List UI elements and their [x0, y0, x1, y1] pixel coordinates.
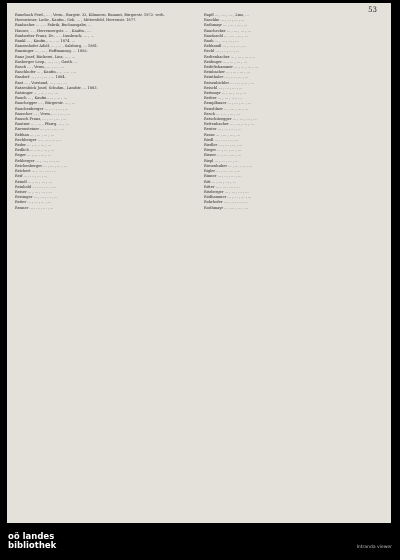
directory-entry: Redtenbacher ... , ... , ... , ...: [204, 54, 255, 59]
directory-entry: Ranz Josef, Bäckerei, Linz, ... , ...: [15, 54, 76, 59]
viewer-footer: [0, 523, 400, 560]
directory-entry: Reuter ... , ... , ... , ...: [204, 127, 242, 132]
directory-entry: Redlich ... , ... , ... , ...: [15, 148, 54, 153]
directory-entry: Ranebach Ferd., ... , Verm., Burgstr. 32, Kilmnern, Bauamt, Bürgerstr. 1872. verh.: [15, 13, 165, 17]
directory-entry: Reifeltshammer ... , ... , ... , ...: [204, 65, 259, 70]
directory-entry: Renner ... , ... , ... , ...: [15, 205, 54, 210]
directory-entry: Ritt ... , ... , ... , ...: [204, 179, 236, 184]
directory-entry: Reidinger ... , ... , ... , ...: [204, 59, 248, 64]
directory-entry: Rechberger ... , ... , ... , ...: [15, 137, 62, 142]
directory-entry: Rechl ... , ... , ... , ...: [204, 49, 240, 54]
directory-entry: Rettenbacher ... , ... , ... , ...: [204, 122, 254, 127]
directory-entry: Raschhofer ... , Kaufm., ... , ... , ...: [15, 70, 77, 75]
directory-entry: Reitmayr ... , ... , ... , ...: [204, 91, 246, 96]
directory-entry: Rauscher ... , Verm., ... , ... , ...: [15, 111, 71, 116]
directory-entry: Reisinger ... , ... , ... , ...: [15, 195, 58, 200]
right-column: [204, 13, 383, 211]
directory-entry: Roithmayr ... , ... , ... , ...: [204, 205, 249, 210]
directory-entry: Remplbauer ... , ... , ... , ...: [204, 101, 252, 106]
directory-entry: Rezac ... , ... , ... , ...: [204, 132, 241, 137]
directory-entry: Rödhammer ... , ... , ... , ...: [204, 195, 252, 200]
directory-entry: Ranbarber Franz, Dr., ... , Innsbruck, ... , ...: [15, 33, 95, 38]
directory-entry: Raschke ... , ... , ... , ...: [204, 18, 245, 23]
directory-entry: Rebhan ... , ... , ... , ...: [15, 132, 55, 137]
directory-entry: Ratzinger ... , ... , ... , ...: [15, 91, 59, 96]
directory-entry: Reif ... , ... , ... , ...: [15, 174, 48, 179]
directory-entry: Ratzenböck Josef, Schuhm., Landstr. ... 1883.: [15, 85, 98, 90]
directory-entry: Reindl ... , ... , ... , ...: [15, 179, 52, 184]
directory-entry: Ritzberger ... , ... , ... , ...: [204, 189, 249, 194]
directory-entry: Rebhandl ... , ... , ... , ...: [204, 44, 247, 49]
directory-entry: Rausch Franz, ... , ... , ... , ...: [15, 117, 67, 122]
directory-entry: Rankl ... , Kaufm., ... , ... 1874. ...: [15, 39, 76, 44]
directory-entry: Ritter ... , ... , ... , ...: [204, 184, 240, 189]
directory-entry: Rauch ... , Kaufm., ... , ... , ...: [15, 96, 68, 101]
directory-entry: Ravensteiner ... , ... , ... , ...: [15, 127, 65, 132]
directory-entry: Rasberger Leop., ... , ... , Gasth. ...: [15, 59, 78, 64]
directory-entry: Rinner ... , ... , ... , ...: [204, 174, 242, 179]
directory-entry: Riedler ... , ... , ... , ...: [204, 143, 243, 148]
library-logo[interactable]: [8, 533, 56, 551]
directory-entry: Reitter ... , ... , ... , ...: [204, 96, 242, 101]
viewer-label[interactable]: Intranda viewer: [356, 545, 392, 550]
directory-entry: Rapfl ... , ... , ... , Linz, ...: [204, 13, 249, 17]
directory-entry: Rohrhofer ... , ... , ... , ...: [204, 200, 248, 205]
directory-entry: Rathmayr ... , ... , ... , ...: [204, 23, 248, 28]
directory-entry: Ranzenhofer Adolf, ... , ... , Salzburg, ... 1881.: [15, 44, 99, 49]
directory-entry: Hoenwieser, Ludw., Kaufm., Geb. ... , Mittersfeld, Herrenstr. 1877.: [15, 18, 137, 23]
directory-entry: Rasch ... , Verm., ... , ... , ...: [15, 65, 65, 70]
directory-entry: Reder ... , ... , ... , ...: [15, 143, 52, 148]
directory-entry: Reischl ... , ... , ... , ...: [204, 85, 243, 90]
directory-entry: Rauchenberger ... , ... , ... , ...: [15, 106, 69, 111]
directory-entry: Riedl ... , ... , ... , ...: [204, 137, 239, 142]
directory-entry: Retschitzegger ... , ... , ... , ...: [204, 117, 257, 122]
directory-entry: Raudaschl ... , ... , ... , ...: [204, 33, 249, 38]
directory-entry: Riener ... , ... , ... , ...: [204, 153, 242, 158]
directory-entry: Reger ... , ... , ... , ...: [15, 153, 52, 158]
directory-entry: Reiter ... , ... , ... , ...: [15, 200, 52, 205]
logo-line-1: oö landes: [8, 532, 55, 542]
directory-entry: Reinthaler ... , ... , ... , ...: [204, 75, 249, 80]
page-number: 53: [368, 6, 377, 14]
directory-entry: Rigler ... , ... , ... , ...: [204, 169, 241, 174]
directory-entry: Riepl ... , ... , ... , ...: [204, 158, 239, 163]
directory-entry: Ranbacher ... , ... Fabrik, Buchausgabe, ...: [15, 23, 92, 28]
directory-entry: Reinhold ... , ... , ... , ...: [15, 184, 57, 189]
directory-entry: Reinbacher ... , ... , ... , ...: [204, 70, 251, 75]
directory-entry: Reiser ... , ... , ... , ...: [15, 189, 52, 194]
scanned-page: [7, 3, 391, 523]
logo-line-2: bibliothek: [8, 541, 57, 551]
directory-entry: Reichert ... , ... , ... , ...: [15, 169, 56, 174]
directory-entry: Reichenberger ... , ... , ... , ...: [15, 163, 68, 168]
directory-entry: Rautner ... , ... , Pfarrg. ... , ...: [15, 122, 69, 127]
directory-entry: Hauser, ... , Herrensergstr. ... , Kaufm., ...: [15, 28, 91, 33]
directory-entry: Rast ... , Vorstand, ... , ... , ...: [15, 80, 67, 85]
directory-entry: Resch ... , ... , ... , ...: [204, 111, 241, 116]
directory-entry: Rauh ... , ... , ... , ...: [204, 39, 239, 44]
directory-entry: Riesenhuber ... , ... , ... , ...: [204, 163, 253, 168]
directory-entry: Rehberger ... , ... , ... , ...: [15, 158, 60, 163]
left-column: [15, 13, 194, 211]
directory-entry: Rauchecker ... , ... , ... , ...: [204, 28, 251, 33]
directory-entry: Rauchegger ... , Bürgerstr. ... , ...: [15, 101, 76, 106]
directory-entry: Rasdorf ... , ... , ... , ... 1884.: [15, 75, 66, 80]
directory-entry: Ranzinger ... , ... , Hoffmannsg. ... 1882.: [15, 49, 88, 54]
directory-entry: Renoldner ... , ... , ... , ...: [204, 106, 249, 111]
directory-entry: Reisenbichler ... , ... , ... , ...: [204, 80, 255, 85]
directory-entry: Rieger ... , ... , ... , ...: [204, 148, 242, 153]
text-columns: [15, 13, 383, 211]
